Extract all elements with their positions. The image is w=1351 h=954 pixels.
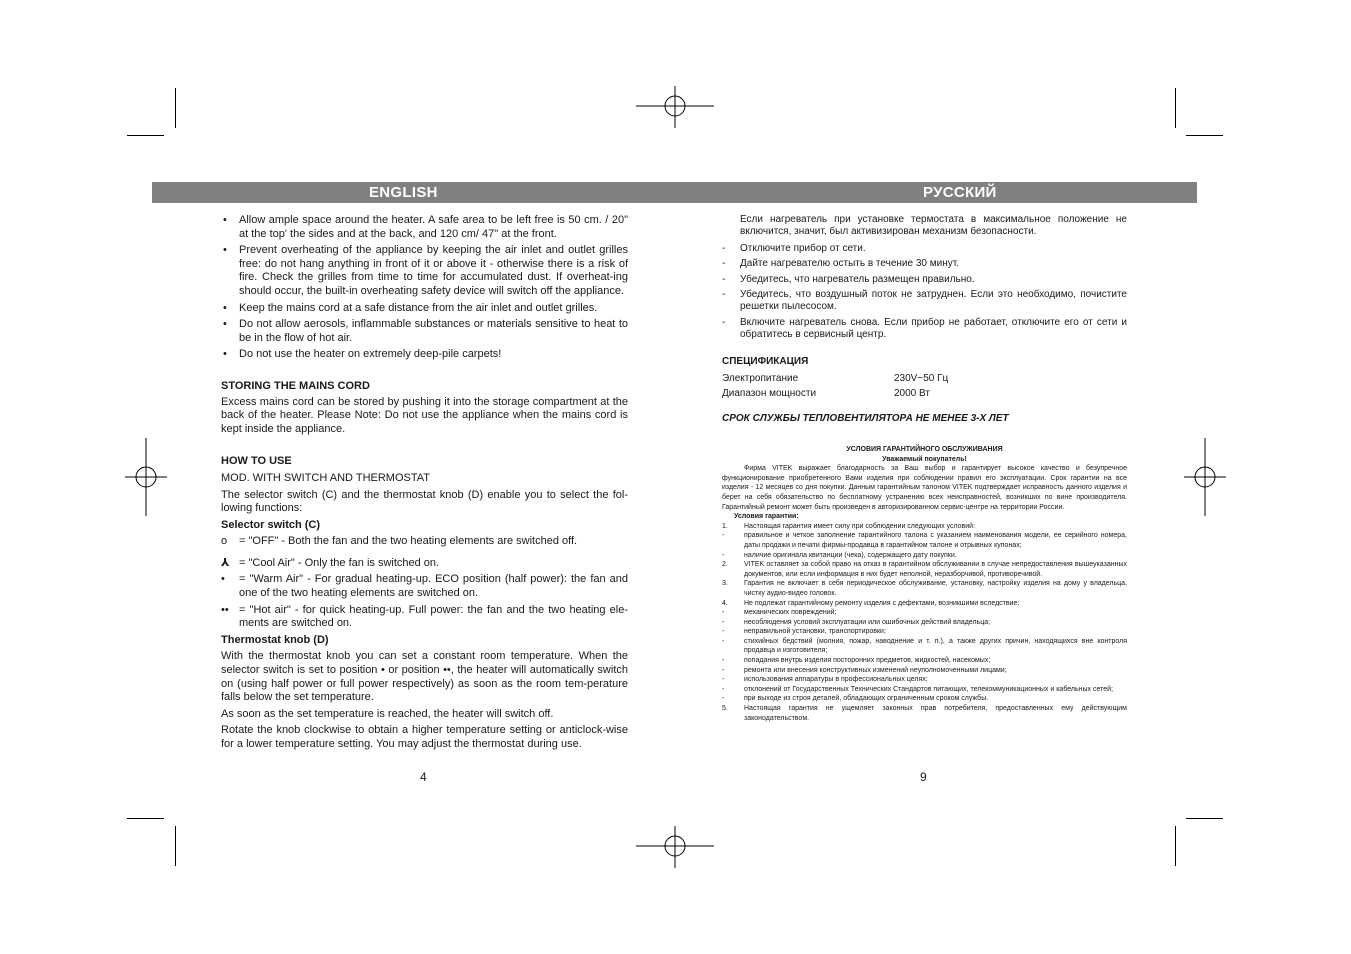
warranty-item-marker: 4. [722,599,728,607]
warranty-item [722,704,1127,723]
how-to-use-heading: HOW TO USE [221,455,292,468]
warranty-item [722,656,1127,666]
warranty-item-marker: - [722,628,725,636]
list-item-text: Включите нагреватель снова. Если прибор не работает, отключите его от сети и обратитесь в сервисный центр. [740,316,1127,341]
thermostat-paragraph: With the thermostat knob you can set a constant room temperature. When the selector switch is set to position • or position ••, the heater will automatically switch on (using half power or full power respectively) as soon as the room tem-perature falls below the set temperature. [221,650,628,704]
warranty-item-text: несоблюдения условий эксплуатации или ошибочных действий владельца; [744,618,991,626]
warranty-title: УСЛОВИЯ ГАРАНТИЙНОГО ОБСЛУЖИВАНИЯ [846,446,1003,453]
warranty-item [722,685,1127,695]
warranty-item-text: VITEK оставляет за собой право на отказ в гарантийном обслуживании в случае непредоставления вышеуказанных документов, или если информация в них будет неполной, неразборчивой, противоречивой. [744,561,1127,578]
dash-icon: - [722,289,726,301]
list-item [722,317,1127,342]
list-item-text: Убедитесь, что воздушный поток не затруднен. Если это необходимо, почистите решетки пылесосом. [740,289,1127,313]
spec-value: 230V~50 Гц [894,373,949,385]
list-item [722,258,1127,270]
bullet-icon: • [223,301,227,314]
spec-row [722,386,1127,401]
bullet-icon: • [223,214,227,226]
warranty-item [722,694,1127,704]
warranty-item-text: правильное и четкое заполнение гарантийного талона с указанием наименования модели, ее серийного номера, даты продажи и печати фирмы-продавца в гарантийном талоне и отрывных купонах; [744,532,1127,549]
crop-mark-bottom-left-v [175,826,176,866]
list-item [221,348,628,362]
warranty-item-marker: - [722,685,725,693]
storing-text: Excess mains cord can be stored by pushing it into the storage compartment at the back of the heater. Please Note: Do not use the appliance when the mains cord is kept inside the appliance. [221,395,628,435]
warranty-item-marker: - [722,695,725,703]
list-item [221,318,628,345]
warranty-item [722,579,1127,598]
selector-item-text: = "OFF" - Both the fan and the two heating elements are switched off. [239,535,578,548]
warranty-item-marker: - [722,618,725,626]
warranty-item-text: Настоящая гарантия имеет силу при соблюдении следующих условий: [744,522,976,530]
warranty-item-marker: - [722,551,725,559]
warranty-item [722,522,1127,532]
warranty-item [722,560,1127,579]
warranty-intro: Фирма VITEK выражает благодарность за Ваш выбор и гарантирует высокое качество и безупречное функционирование приобретенного Вами изделия при соблюдении правил его эксплуатации. Срок гарантии на все изделия - 12 месяцев со дня покупки. Данным гарантийным талоном VITEK подтверждает исправность данного изделия и берет на себя обязательство по бесплатному устранению всех неисправностей, возникших по вине производителя. Гарантийный ремонт может быть произведен в авторизированном сервис-центре на территории России. [722,465,1127,511]
warranty-item-text: отклонений от Государственных Технических Стандартов питающих, телекоммуникационных и кабельных сетей; [744,685,1114,693]
warranty-item-text: ремонта или внесения конструктивных изменений неуполномоченными лицами; [744,666,1007,674]
double-dot-icon: •• [221,603,229,616]
warranty-item-text: наличие оригинала квитанции (чека), содержащего дату покупки. [744,551,957,559]
english-header-title: ENGLISH [369,184,438,201]
warranty-greeting: Уважаемый покупатель! [882,455,967,463]
dash-icon: - [722,258,726,270]
russian-header-title: РУССКИЙ [923,184,997,201]
list-item-text: Keep the mains cord at a safe distance from the air inlet and outlet grilles. [239,301,598,314]
crop-mark-bottom-left-h [127,818,164,819]
lifetime-notice: СРОК СЛУЖБЫ ТЕПЛОВЕНТИЛЯТОРА НЕ МЕНЕЕ 3-Х ЛЕТ [722,413,1009,425]
crop-mark-top-right-v [1175,88,1176,128]
warranty-item-text: при выходе из строя деталей, обладающих ограниченным сроком службы. [744,695,989,703]
selector-item-cool-air [221,557,628,571]
list-item-text: Убедитесь, что нагреватель размещен правильно. [740,273,975,285]
off-symbol-icon: o [221,535,228,548]
dash-icon: - [722,273,726,285]
how-to-use-intro: The selector switch (C) and the thermostat knob (D) enable you to select the fol-lowing functions: [221,488,628,515]
thermostat-heading: Thermostat knob (D) [221,633,329,646]
registration-mark-bottom-icon [636,826,714,868]
registration-mark-left-icon [125,438,167,516]
bullet-icon: • [223,348,227,361]
list-item [722,289,1127,314]
bullet-icon: • [223,318,227,331]
page-number-right: 9 [920,770,927,784]
warranty-item-marker: - [722,657,725,665]
thermostat-paragraph: As soon as the set temperature is reached, the heater will switch off. [221,707,554,720]
warranty-item [722,675,1127,685]
english-column [221,214,628,752]
dash-icon: - [722,242,726,254]
list-item-text: Allow ample space around the heater. A safe area to be left free is 50 cm. / 20" at the top' the sides and at the back, and 120 cm/ 47" at the front. [239,214,628,240]
warranty-section [722,445,1127,723]
warranty-item-text: использования аппаратуры в профессиональных целях; [744,676,928,684]
selector-switch-heading: Selector switch (C) [221,518,321,531]
warranty-item [722,531,1127,550]
thermostat-paragraph: Rotate the knob clockwise to obtain a higher temperature setting or anticlock-wise for a lower temperature setting. You may adjust the thermostat during use. [221,724,628,750]
bullet-icon: • [223,244,227,257]
list-item [722,243,1127,255]
list-item [221,244,628,298]
list-item [221,214,628,241]
selector-item-text: = "Cool Air" - Only the fan is switched on. [239,556,440,569]
crop-mark-top-left-h [127,135,164,136]
spec-row [722,371,1127,386]
russian-column [722,214,1127,425]
warranty-item-marker: - [722,609,725,617]
warranty-item-marker: - [722,666,725,674]
language-header-bar [152,182,1197,203]
warranty-item [722,551,1127,561]
fan-icon: ⅄ [221,556,230,569]
page-number-left: 4 [420,770,427,784]
model-subtitle: MOD. WITH SWITCH AND THERMOSTAT [221,471,430,484]
list-item-text: Prevent overheating of the appliance by keeping the air inlet and outlet grilles free: do not hang anything in front of it or above it - otherwise there is a risk of fire. Check the grilles from time to time for accumulated dust. If overheat-ing should occur, the built-in overheating safety device will switch off the appliance. [239,244,628,297]
warranty-item-text: неправильной установки, транспортировки; [744,628,886,636]
dash-icon: - [722,316,726,328]
ru-intro: Если нагреватель при установке термостата в максимальное положение не включится, значит, был активизирован механизм безопасности. [740,214,1127,238]
warranty-item-text: Настоящая гарантия не ущемляет законных прав потребителя, предоставленных ему действующим законодательством. [744,705,1127,722]
spec-key: Диапазон мощности [722,388,817,400]
warranty-conditions-heading: Условия гарантии: [734,513,799,521]
warranty-item-text: попадания внутрь изделия посторонних предметов, жидкостей, насекомых; [744,657,991,665]
warranty-item [722,637,1127,656]
crop-mark-top-right-h [1186,135,1223,136]
spec-heading: СПЕЦИФИКАЦИЯ [722,355,809,367]
selector-item-off [221,535,628,549]
warranty-item-text: механических повреждений; [744,609,837,617]
warranty-item-text: Гарантия не включает в себя периодическое обслуживание, установку, настройку изделия на дому у владельца, чистку аудио-видео головок. [744,580,1127,597]
crop-mark-bottom-right-h [1186,818,1223,819]
list-item-text: Do not use the heater on extremely deep-pile carpets! [239,348,502,361]
spec-value: 2000 Вт [894,388,930,400]
warranty-item-marker: - [722,676,725,684]
warranty-item-marker: - [722,637,725,645]
selector-item-text: = "Warm Air" - For gradual heating-up. ECO position (half power): the fan and one of the two heating elements are switched on. [239,573,628,600]
list-item-text: Дайте нагревателю остыть в течение 30 минут. [740,258,959,270]
warranty-item [722,618,1127,628]
list-item-text: Отключите прибор от сети. [740,242,866,254]
registration-mark-right-icon [1184,438,1226,516]
warranty-item-text: Не подлежат гарантийному ремонту изделия с дефектами, возникшими вследствие: [744,599,1020,607]
selector-item-hot-air [221,604,628,631]
warranty-item [722,627,1127,637]
selector-item-text: = "Hot air" - for quick heating-up. Full power: the fan and the two heating ele-ments are switched on. [239,603,628,630]
list-item-text: Do not allow aerosols, inflammable substances or materials sensitive to heat to be in the flow of hot air. [239,318,628,344]
list-item [221,302,628,316]
warranty-item-marker: 1. [722,522,728,530]
spec-key: Электропитание [722,373,799,385]
single-dot-icon: • [221,573,225,586]
warranty-item [722,666,1127,676]
warranty-item-marker: 2. [722,561,728,569]
crop-mark-bottom-right-v [1175,826,1176,866]
warranty-item-marker: 5. [722,705,728,713]
warranty-item-marker: - [722,532,725,540]
warranty-item-text: стихийных бедствий (молния, пожар, наводнение и т. п.), а также других причин, находящихся вне контроля продавца и изготовителя; [744,637,1127,655]
registration-mark-top-icon [636,86,714,128]
crop-mark-top-left-v [175,88,176,128]
warranty-item [722,608,1127,618]
warranty-item [722,599,1127,609]
storing-heading: STORING THE MAINS CORD [221,379,370,392]
list-item [722,274,1127,286]
selector-item-warm-air [221,573,628,600]
warranty-item-marker: 3. [722,580,728,588]
